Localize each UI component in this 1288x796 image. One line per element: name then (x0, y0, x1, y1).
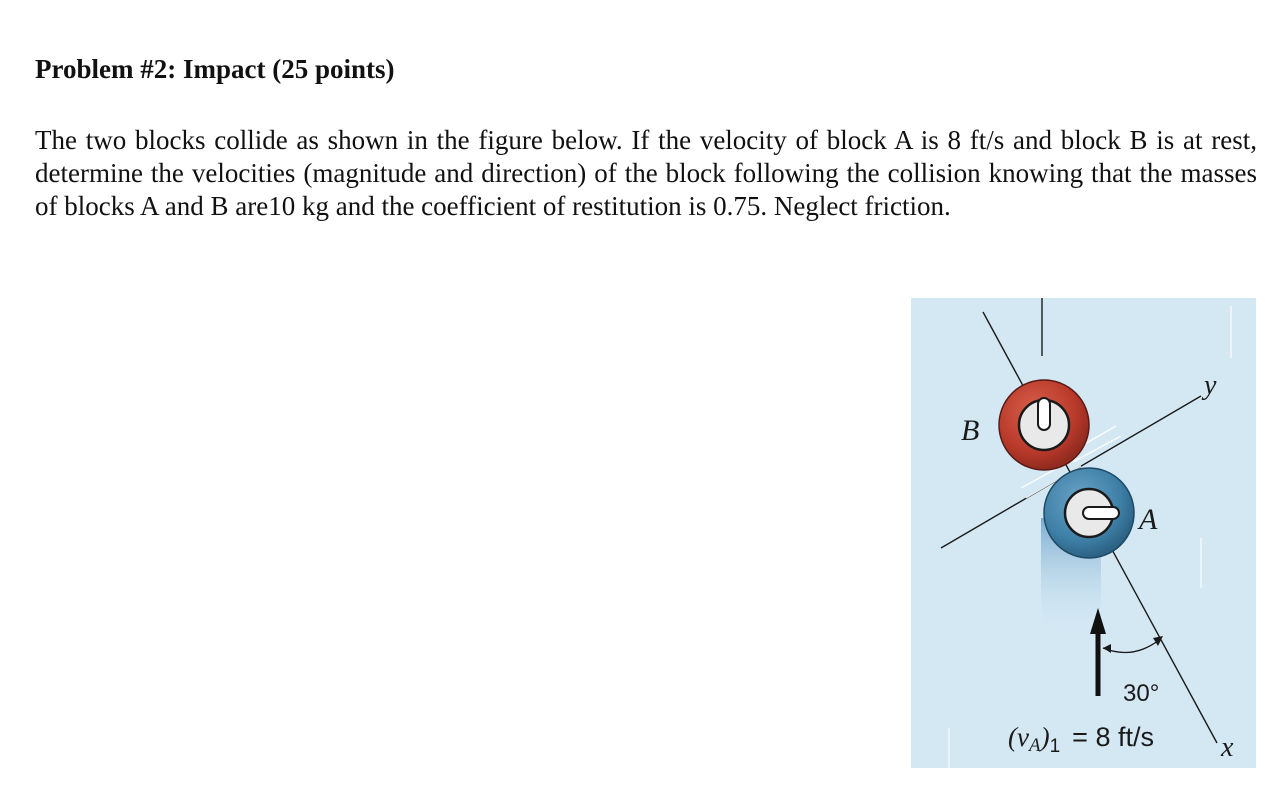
velocity-paren: ) (1040, 722, 1050, 752)
label-block-b: B (961, 414, 980, 447)
block-a (1044, 468, 1134, 558)
label-block-a: A (1139, 503, 1158, 536)
block-b (999, 380, 1089, 470)
label-axis-x: x (1221, 732, 1234, 763)
label-angle: 30° (1123, 680, 1160, 707)
problem-title: Problem #2: Impact (25 points) (35, 54, 395, 84)
problem-statement: The two blocks collide as shown in the figure below. If the velocity of block A is 8 ft/s and block B is at rest, determine the velocities (magnitude and direction) of the block following the collision knowing that the masses of blocks A and B are10 kg and the coefficient of restitution is 0.75. Neglect friction. (35, 125, 1257, 221)
impact-diagram (911, 298, 1256, 768)
velocity-sub: A (1028, 735, 1041, 756)
velocity-var: (v (1008, 722, 1029, 752)
label-axis-y: y (1204, 370, 1217, 401)
impact-figure (911, 298, 1256, 768)
velocity-index: 1 (1049, 736, 1061, 757)
velocity-value: = 8 ft/s (1072, 722, 1154, 752)
